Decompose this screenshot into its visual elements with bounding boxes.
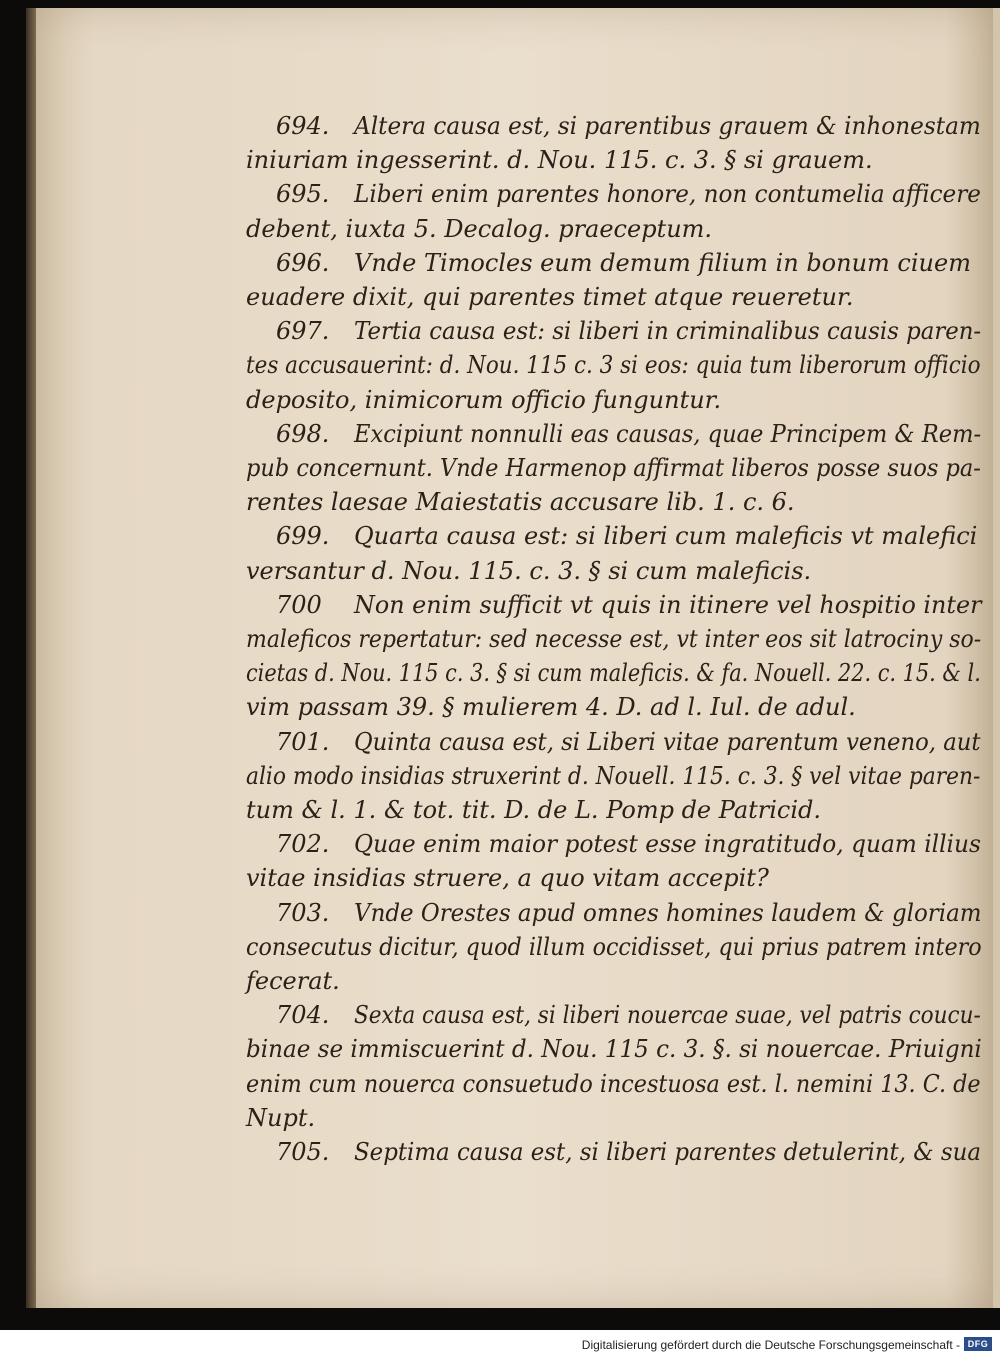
- line-text: Non enim sufficit vt quis in itinere vel hospitio inter: [354, 590, 982, 619]
- line-text: tum & l. 1. & tot. tit. D. de L. Pomp de Patricid.: [246, 796, 822, 824]
- line-text: vitae insidias struere, a quo vitam accepit?: [246, 864, 769, 893]
- paragraph-number: 697.: [276, 317, 330, 346]
- paragraph-number: 705.: [276, 1138, 330, 1166]
- paragraph-number: 699.: [276, 522, 330, 551]
- paragraph-number: 695.: [276, 180, 330, 209]
- line-text: alio modo insidias struxerint d. Nouell. 115. c. 3. § vel vitae paren-: [246, 761, 981, 790]
- paragraph-number: 694.: [276, 112, 330, 140]
- line-text: rentes laesae Maiestatis accusare lib. 1. c. 6.: [246, 488, 795, 517]
- dfg-logo: DFG: [964, 1337, 992, 1351]
- paragraph-number: 701.: [276, 727, 330, 756]
- line-text: maleficos repertatur: sed necesse est, vt inter eos sit latrociny so-: [246, 625, 982, 653]
- line-text: Sexta causa est, si liberi nouercae suae, vel patris coucu-: [354, 1001, 981, 1030]
- line-text: tes accusauerint: d. Nou. 115 c. 3 si eos: quia tum liberorum officio: [246, 351, 981, 380]
- paragraph-number: 698.: [276, 419, 330, 448]
- line-text: Excipiunt nonnulli eas causas, quae Principem & Rem-: [354, 419, 982, 448]
- line-text: versantur d. Nou. 115. c. 3. § si cum maleficis.: [246, 556, 812, 585]
- line-text: Vnde Orestes apud omnes homines laudem & gloriam: [354, 898, 982, 927]
- line-text: Liberi enim parentes honore, non contumelia afficere: [354, 180, 981, 209]
- line-text: cietas d. Nou. 115 c. 3. § si cum maleficis. & fa. Nouell. 22. c. 15. & l.: [246, 659, 981, 688]
- line-text: Quae enim maior potest esse ingratitudo, quam illius: [354, 830, 981, 859]
- paragraph-number: 704.: [276, 1001, 330, 1030]
- line-text: enim cum nouerca consuetudo incestuosa est. l. nemini 13. C. de: [246, 1069, 981, 1098]
- line-text: euadere dixit, qui parentes timet atque reueretur.: [246, 283, 854, 311]
- paragraph-number: 703.: [276, 898, 330, 927]
- paragraph-number: 702.: [276, 830, 330, 859]
- page-right-edge: [993, 8, 1000, 1308]
- line-text: fecerat.: [246, 967, 340, 995]
- line-text: Altera causa est, si parentibus grauem & inhonestam: [354, 112, 981, 140]
- line-text: consecutus dicitur, quod illum occidisset, qui prius patrem intero: [246, 932, 982, 961]
- line-text: Tertia causa est: si liberi in criminalibus causis paren-: [354, 317, 982, 346]
- paragraph-number: 696.: [276, 248, 330, 277]
- book-page: [36, 8, 993, 1308]
- footer-credit: Digitalisierung gefördert durch die Deutsche Forschungsgemeinschaft -: [581, 1338, 960, 1352]
- line-text: Quarta causa est: si liberi cum maleficis vt malefici: [354, 522, 978, 551]
- line-text: deposito, inimicorum officio funguntur.: [246, 385, 722, 414]
- line-text: vim passam 39. § mulierem 4. D. ad l. Iul. de adul.: [246, 693, 856, 722]
- line-text: iniuriam ingesserint. d. Nou. 115. c. 3. § si grauem.: [246, 146, 873, 175]
- line-text: binae se immiscuerint d. Nou. 115 c. 3. §. si nouercae. Priuigni: [246, 1035, 982, 1064]
- line-text: debent, iuxta 5. Decalog. praeceptum.: [246, 214, 713, 243]
- line-text: Nupt.: [246, 1103, 316, 1132]
- line-text: Septima causa est, si liberi parentes detulerint, & sua: [354, 1138, 982, 1166]
- scan-bottom-margin: [26, 1308, 1000, 1330]
- line-text: pub concernunt. Vnde Harmenop affirmat liberos posse suos pa-: [246, 454, 981, 482]
- line-text: Quinta causa est, si Liberi vitae parentum veneno, aut: [354, 727, 981, 756]
- line-text: Vnde Timocles eum demum filium in bonum ciuem: [354, 248, 971, 277]
- page-left-edge: [26, 8, 36, 1308]
- paragraph-number: 700: [276, 590, 322, 619]
